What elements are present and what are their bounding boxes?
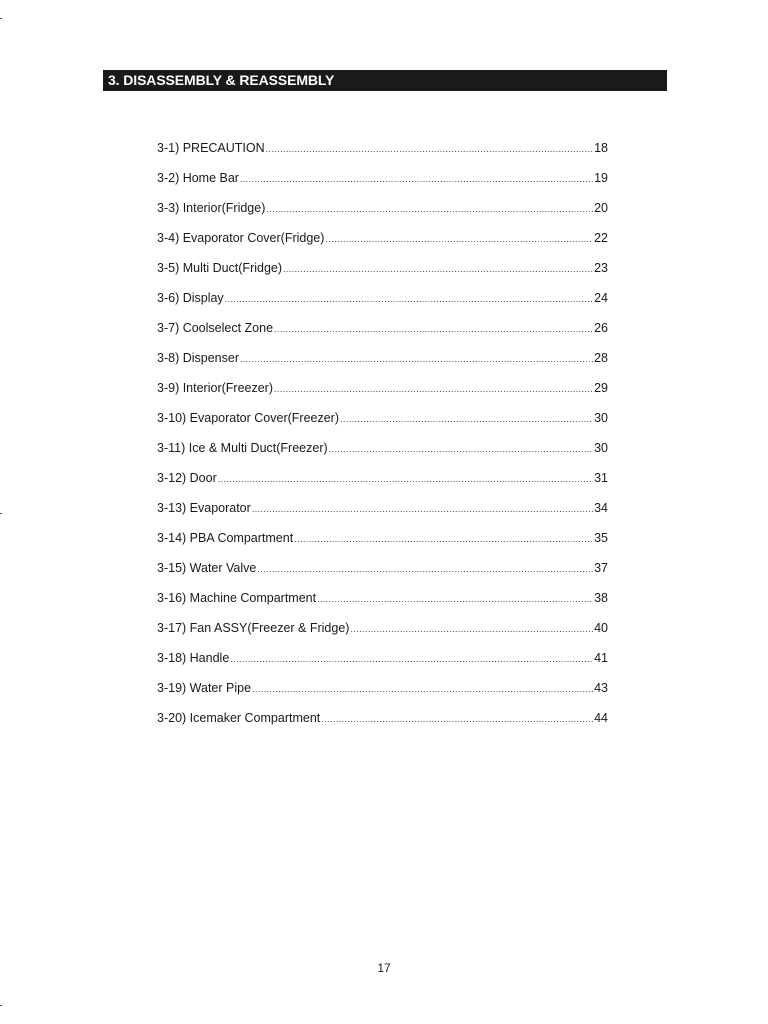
toc-entry-page: 20 xyxy=(594,201,608,215)
toc-entry-page: 31 xyxy=(594,471,608,485)
toc-entry-page: 37 xyxy=(594,561,608,575)
toc-entry[interactable] xyxy=(157,288,608,318)
toc-dot-leader xyxy=(266,139,593,159)
toc-entry[interactable] xyxy=(157,258,608,288)
toc-entry[interactable] xyxy=(157,618,608,648)
toc-entry-label: 3-19) Water Pipe xyxy=(157,681,252,695)
toc-entry-page: 30 xyxy=(594,411,608,425)
toc-entry-page: 19 xyxy=(594,171,608,185)
toc-entry[interactable] xyxy=(157,678,608,708)
toc-dot-leader xyxy=(230,649,593,669)
toc-entry[interactable] xyxy=(157,438,608,468)
toc-entry-label: 3-9) Interior(Freezer) xyxy=(157,381,273,395)
toc-entry-page: 30 xyxy=(594,441,608,455)
toc-entry[interactable] xyxy=(157,198,608,228)
toc-entry-page: 35 xyxy=(594,531,608,545)
toc-entry-page: 41 xyxy=(594,651,608,665)
toc-entry-label: 3-13) Evaporator xyxy=(157,501,251,515)
toc-entry-label: 3-4) Evaporator Cover(Fridge) xyxy=(157,231,325,245)
toc-entry-label: 3-8) Dispenser xyxy=(157,351,239,365)
toc-dot-leader xyxy=(294,529,593,549)
toc-dot-leader xyxy=(283,259,593,279)
toc-dot-leader xyxy=(252,499,593,519)
toc-entry[interactable] xyxy=(157,528,608,558)
toc-entry-page: 24 xyxy=(594,291,608,305)
toc-entry[interactable] xyxy=(157,168,608,198)
toc-entry-page: 40 xyxy=(594,621,608,635)
scan-mark-bottom xyxy=(0,1005,2,1006)
toc-entry[interactable] xyxy=(157,228,608,258)
toc-entry-page: 29 xyxy=(594,381,608,395)
toc-entry[interactable] xyxy=(157,378,608,408)
toc-entry-label: 3-3) Interior(Fridge) xyxy=(157,201,266,215)
toc-entry-label: 3-10) Evaporator Cover(Freezer) xyxy=(157,411,340,425)
section-title: 3. DISASSEMBLY & REASSEMBLY xyxy=(108,72,335,88)
toc-dot-leader xyxy=(325,229,593,249)
toc-dot-leader xyxy=(329,439,593,459)
section-header-bar xyxy=(103,70,667,91)
toc-entry[interactable] xyxy=(157,348,608,378)
scan-mark-top xyxy=(0,18,2,19)
toc-entry-page: 43 xyxy=(594,681,608,695)
scan-mark-middle xyxy=(0,513,2,514)
toc-entry[interactable] xyxy=(157,708,608,738)
toc-entry[interactable] xyxy=(157,408,608,438)
toc-entry[interactable] xyxy=(157,588,608,618)
toc-entry-label: 3-16) Machine Compartment xyxy=(157,591,317,605)
toc-dot-leader xyxy=(257,559,593,579)
table-of-contents xyxy=(157,138,608,738)
toc-entry-label: 3-12) Door xyxy=(157,471,217,485)
toc-entry-page: 23 xyxy=(594,261,608,275)
toc-entry[interactable] xyxy=(157,498,608,528)
toc-entry-page: 18 xyxy=(594,141,608,155)
toc-entry-label: 3-11) Ice & Multi Duct(Freezer) xyxy=(157,441,328,455)
toc-entry-label: 3-15) Water Valve xyxy=(157,561,257,575)
toc-entry-label: 3-17) Fan ASSY(Freezer & Fridge) xyxy=(157,621,350,635)
toc-entry-page: 44 xyxy=(594,711,608,725)
toc-dot-leader xyxy=(266,199,593,219)
toc-entry-page: 34 xyxy=(594,501,608,515)
toc-entry-label: 3-20) Icemaker Compartment xyxy=(157,711,321,725)
page-number: 17 xyxy=(377,961,391,975)
toc-entry-label: 3-18) Handle xyxy=(157,651,230,665)
toc-entry-page: 22 xyxy=(594,231,608,245)
toc-dot-leader xyxy=(274,379,593,399)
toc-dot-leader xyxy=(317,589,593,609)
toc-entry-label: 3-2) Home Bar xyxy=(157,171,239,185)
toc-dot-leader xyxy=(350,619,593,639)
toc-entry[interactable] xyxy=(157,648,608,678)
toc-entry-label: 3-7) Coolselect Zone xyxy=(157,321,274,335)
toc-entry-page: 28 xyxy=(594,351,608,365)
toc-entry[interactable] xyxy=(157,558,608,588)
toc-entry[interactable] xyxy=(157,318,608,348)
toc-dot-leader xyxy=(340,409,593,429)
toc-entry-page: 38 xyxy=(594,591,608,605)
toc-entry-label: 3-5) Multi Duct(Fridge) xyxy=(157,261,283,275)
toc-dot-leader xyxy=(252,679,593,699)
toc-entry[interactable] xyxy=(157,138,608,168)
toc-entry[interactable] xyxy=(157,468,608,498)
toc-dot-leader xyxy=(240,169,593,189)
toc-dot-leader xyxy=(240,349,593,369)
toc-entry-label: 3-1) PRECAUTION xyxy=(157,141,265,155)
toc-dot-leader xyxy=(321,709,593,729)
toc-dot-leader xyxy=(225,289,593,309)
toc-entry-label: 3-14) PBA Compartment xyxy=(157,531,294,545)
toc-dot-leader xyxy=(274,319,593,339)
toc-entry-page: 26 xyxy=(594,321,608,335)
toc-dot-leader xyxy=(218,469,593,489)
toc-entry-label: 3-6) Display xyxy=(157,291,224,305)
